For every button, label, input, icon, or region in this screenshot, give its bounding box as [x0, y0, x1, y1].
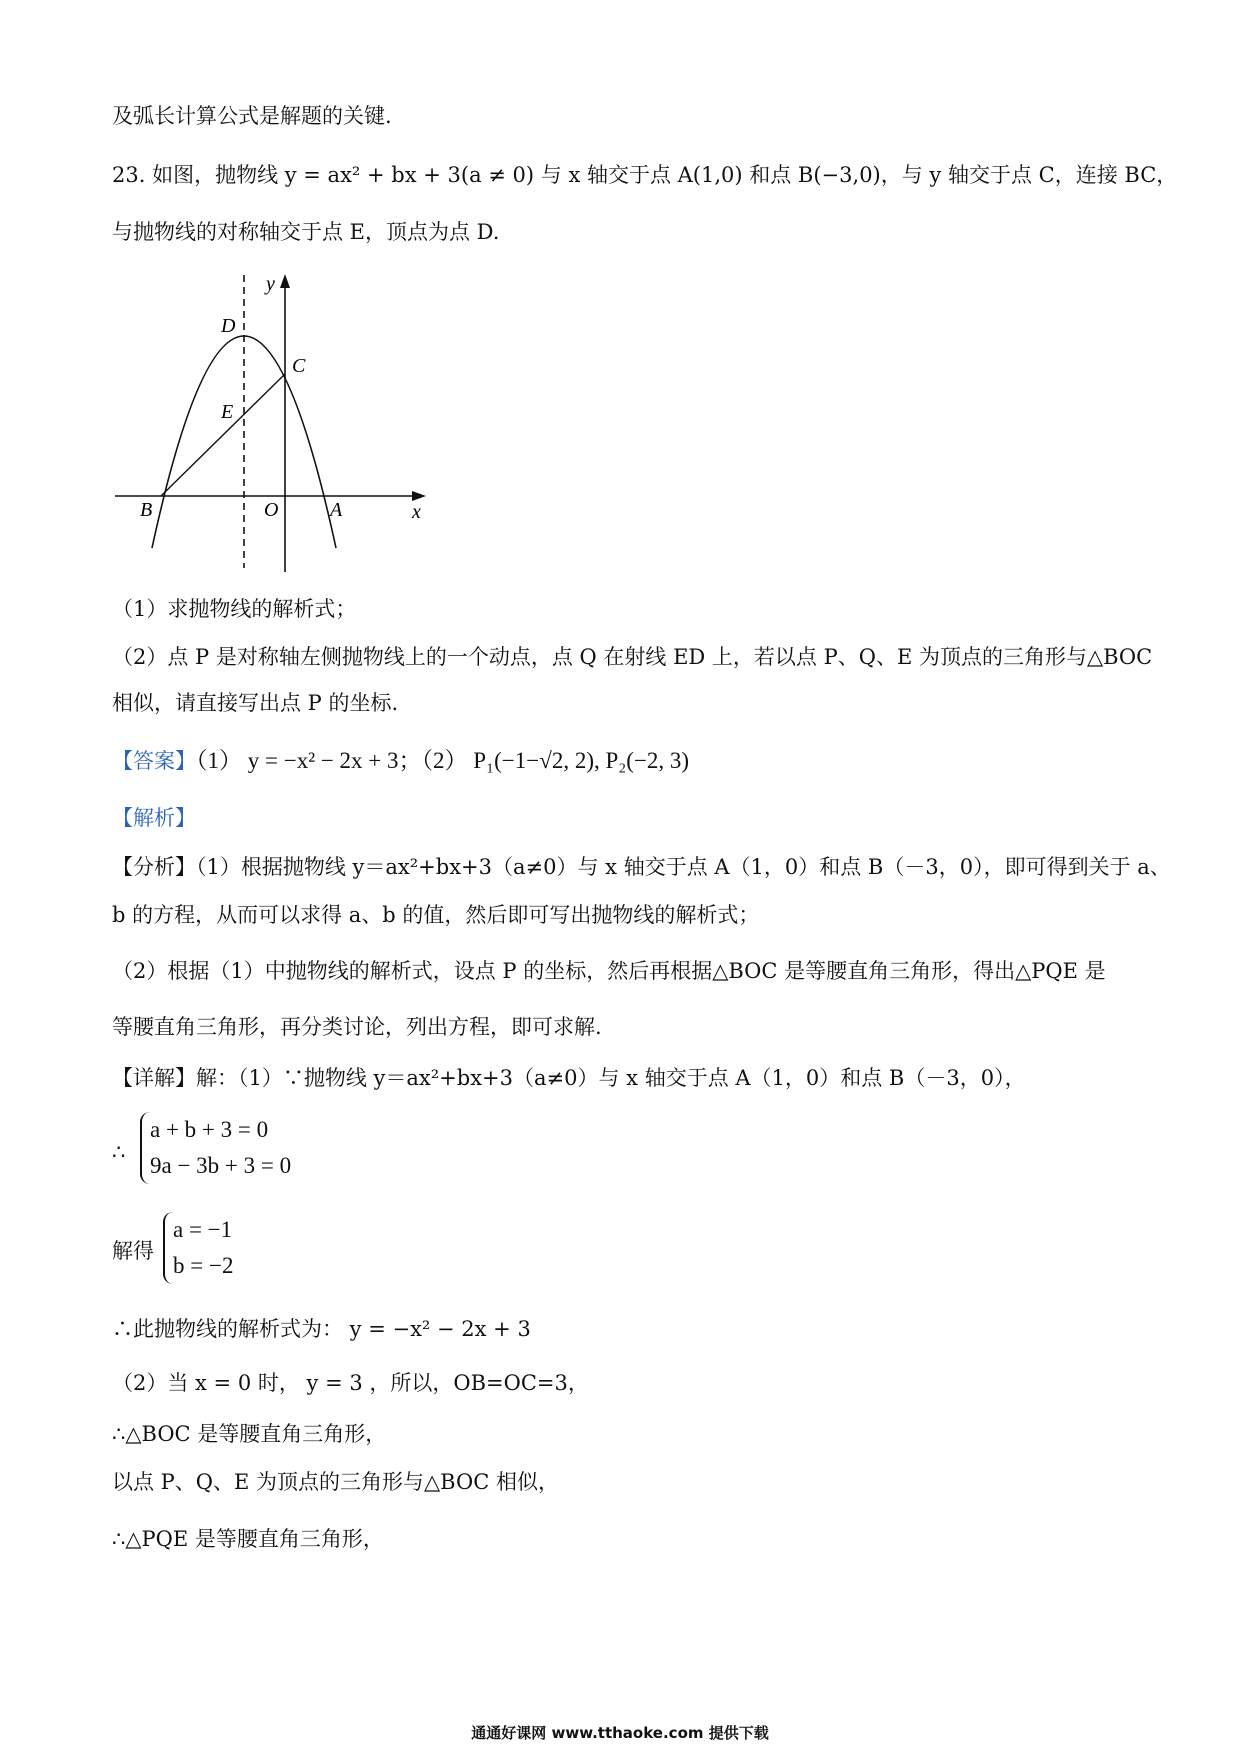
solution-line-6: ∴△PQE 是等腰直角三角形， [112, 1527, 384, 1551]
analysis-line-3: （2）根据（1）中抛物线的解析式，设点 P 的坐标，然后再根据△BOC 是等腰直角三角形，得出△PQE 是 [112, 959, 1106, 983]
analysis-line-2: b 的方程，从而可以求得 a、b 的值，然后即可写出抛物线的解析式； [112, 903, 760, 927]
system-1-prefix: ∴ [112, 1140, 126, 1164]
analysis-line-1: 【分析】（1）根据抛物线 y＝ax²+bx+3（a≠0）与 x 轴交于点 A（1，0）和点 B（－3，0），即可得到关于 a、 [112, 855, 1171, 879]
axis-label-x: x [412, 501, 421, 523]
problem-23-statement: 23. 如图，抛物线 y = ax² + bx + 3(a ≠ 0) 与 x 轴交于点 A(1,0) 和点 B(−3,0)，与 y 轴交于点 C，连接 BC， [112, 163, 1178, 187]
text-line-1: 及弧长计算公式是解题的关键. [112, 104, 392, 128]
analysis-label: 【解析】 [112, 806, 196, 830]
solution-line-3: （2）当 x = 0 时， y = 3 ，所以，OB=OC=3， [112, 1371, 589, 1395]
equation-system-1 [140, 1112, 291, 1184]
equation-system-2 [163, 1212, 233, 1284]
page-footer: 通通好课网 www.tthaoke.com 提供下载 [471, 1724, 769, 1742]
answer-line [112, 746, 689, 776]
question-2-cont: 相似，请直接写出点 P 的坐标. [112, 691, 399, 715]
analysis-heading [112, 803, 196, 833]
answer-label: 【答案】 [112, 749, 196, 773]
system-2-prefix: 解得 [112, 1239, 154, 1263]
solution-line-2: ∴此抛物线的解析式为： y = −x² − 2x + 3 [112, 1317, 531, 1341]
parabola-figure [112, 268, 432, 578]
axis-label-y: y [266, 273, 275, 295]
point-label-A: A [330, 499, 343, 521]
point-label-B: B [140, 499, 153, 521]
solution-line-4: ∴△BOC 是等腰直角三角形， [112, 1422, 387, 1446]
question-2: （2）点 P 是对称轴左侧抛物线上的一个动点，点 Q 在射线 ED 上，若以点 P、Q、E 为顶点的三角形与△BOC [112, 645, 1153, 669]
answer-text: （1） y = −x² − 2x + 3；（2） P₁(−1−√2, 2), P₂(−2, 3) [196, 748, 690, 773]
equation-2b: b = −2 [173, 1253, 234, 1278]
point-label-D: D [221, 315, 236, 337]
equation-2a: a = −1 [173, 1217, 233, 1242]
equation-1a: a + b + 3 = 0 [150, 1117, 269, 1142]
analysis-line-4: 等腰直角三角形，再分类讨论，列出方程，即可求解. [112, 1015, 602, 1039]
question-1: （1）求抛物线的解析式； [112, 597, 357, 621]
problem-23-statement-cont: 与抛物线的对称轴交于点 E，顶点为点 D. [112, 220, 500, 244]
point-label-O: O [264, 499, 279, 521]
point-label-E: E [221, 401, 234, 423]
equation-1b: 9a − 3b + 3 = 0 [150, 1153, 292, 1178]
solution-line-1: 【详解】解：（1）∵抛物线 y＝ax²+bx+3（a≠0）与 x 轴交于点 A（1，0）和点 B（－3，0）， [112, 1066, 1026, 1090]
point-label-C: C [292, 355, 306, 377]
solution-line-5: 以点 P、Q、E 为顶点的三角形与△BOC 相似， [112, 1470, 559, 1494]
